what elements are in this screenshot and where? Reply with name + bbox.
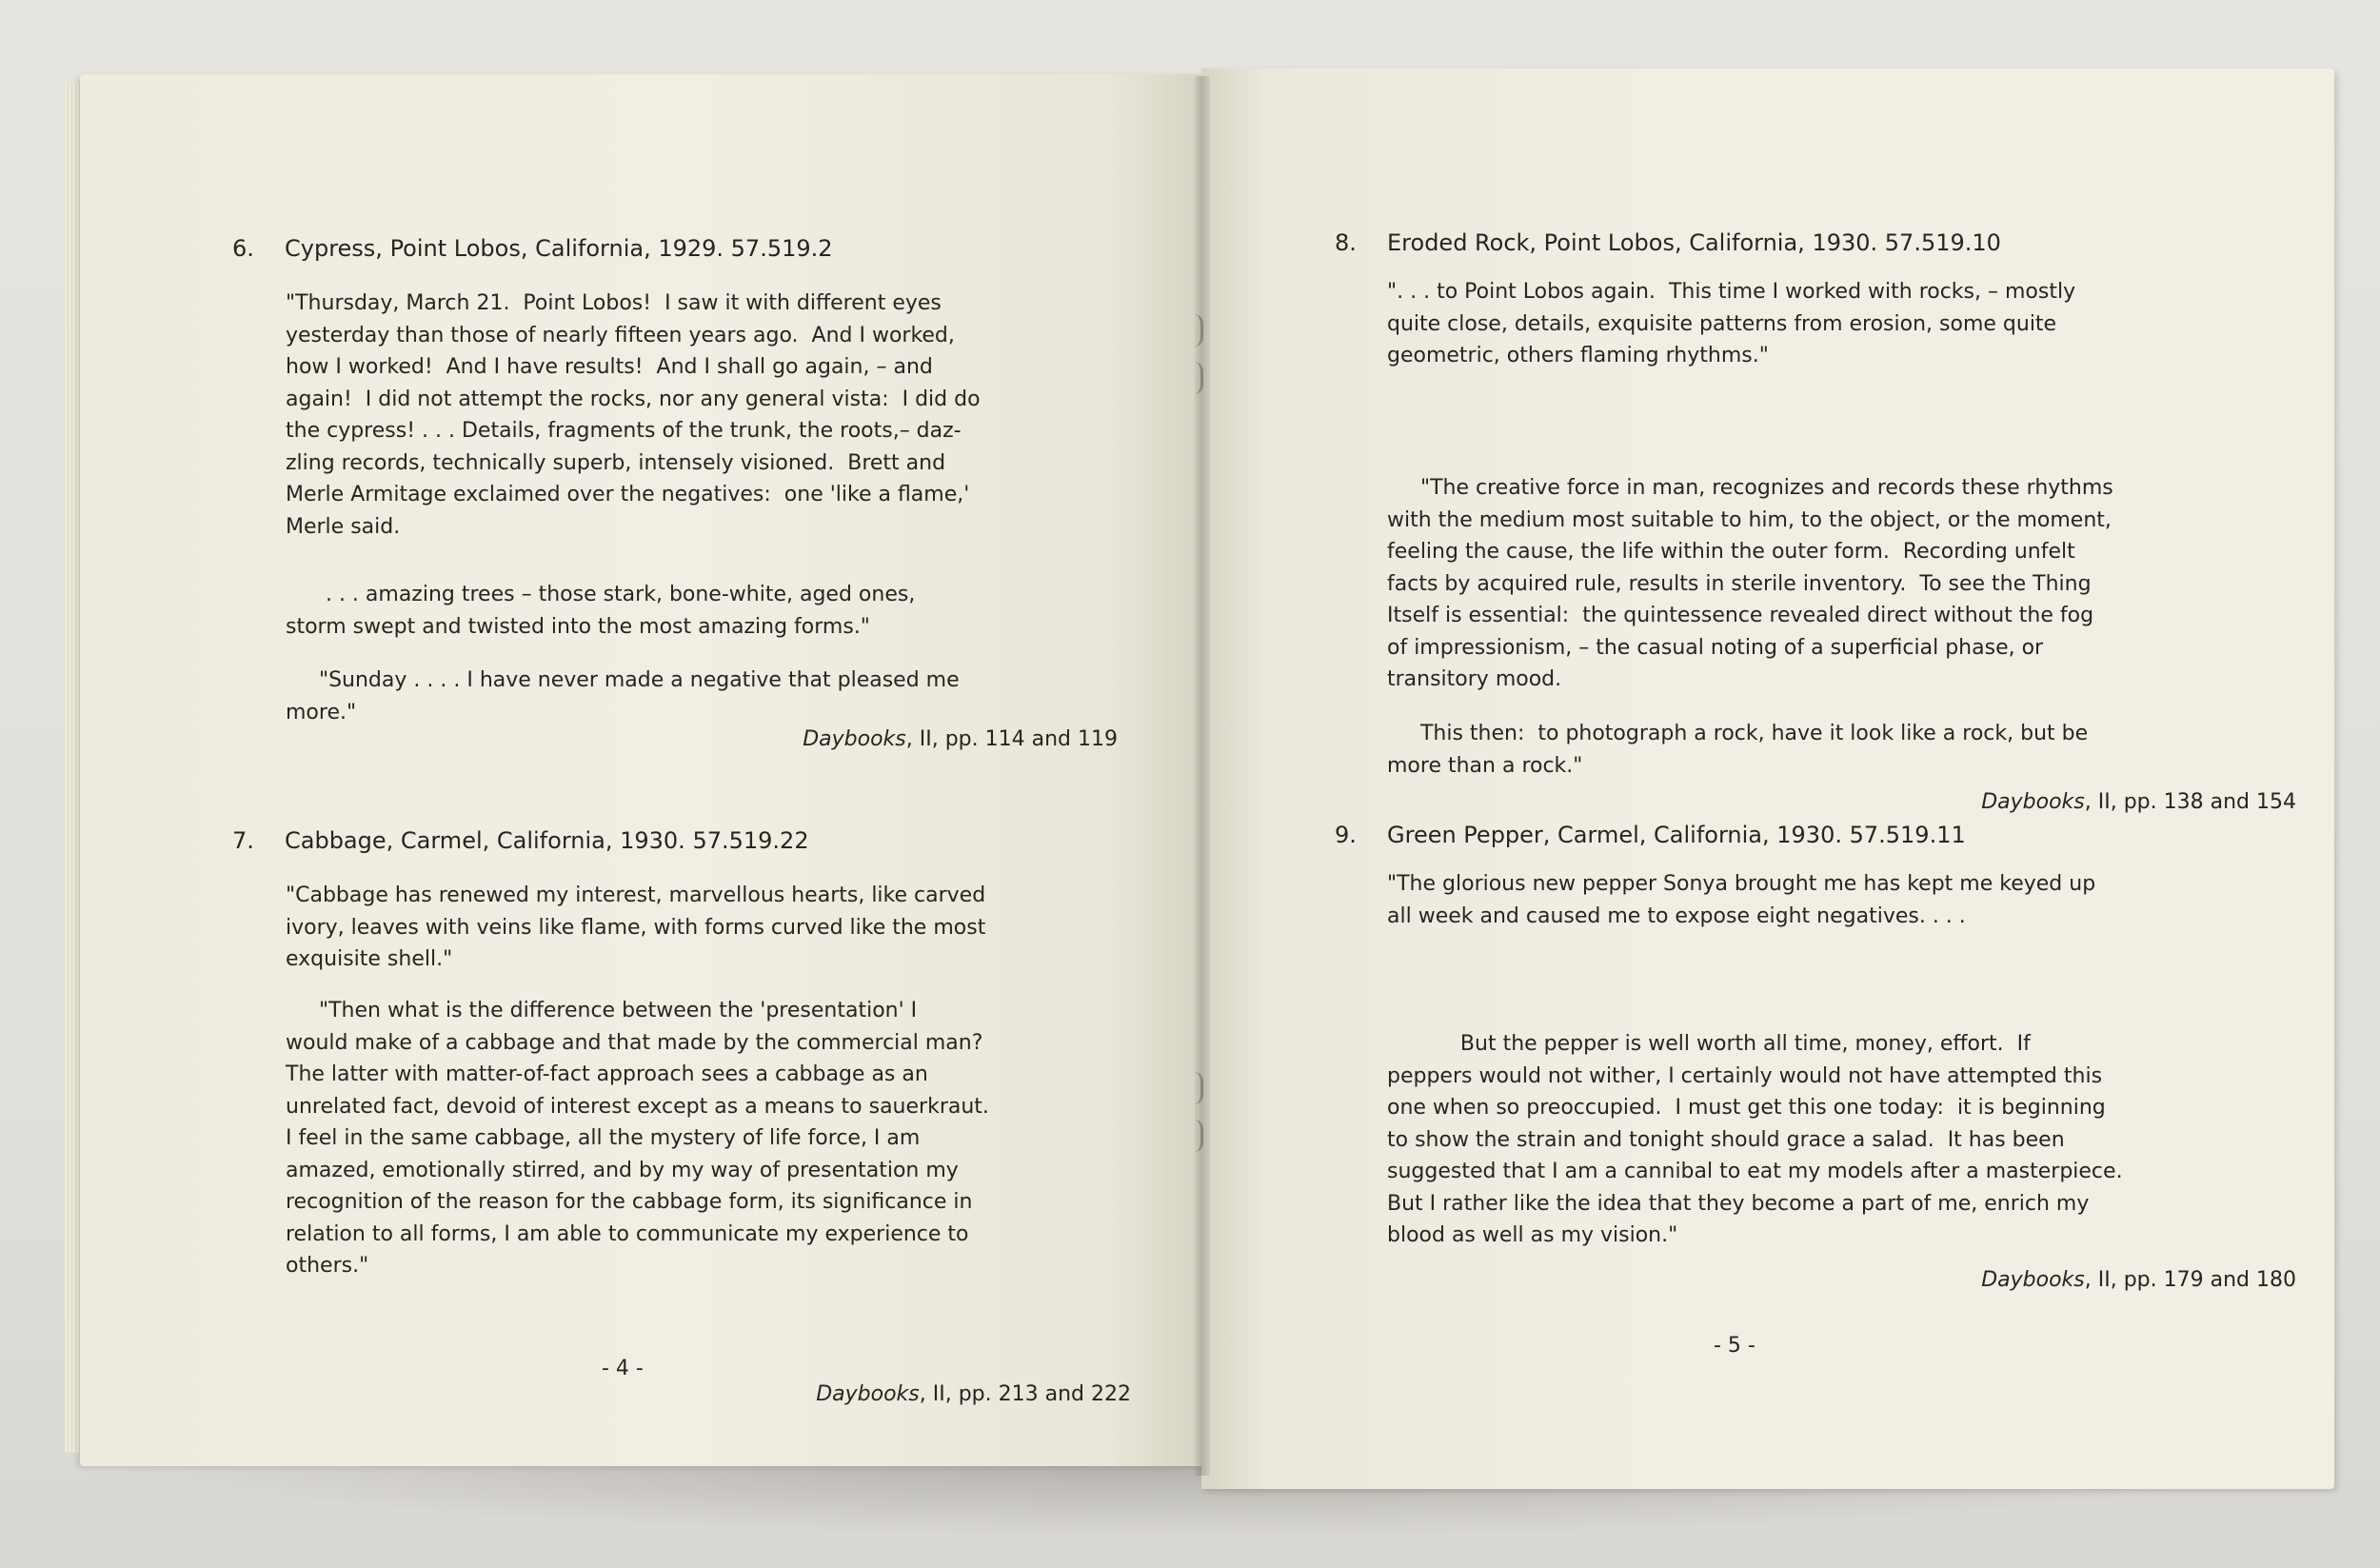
source-book: Daybooks <box>803 727 906 751</box>
staple-mark <box>1194 1120 1203 1152</box>
page-number: - 4 - <box>602 1357 644 1380</box>
quote-paragraph: . . . amazing trees – those stark, bone-white, aged ones, storm swept and twisted into the most amazing forms." <box>286 583 916 639</box>
book-gutter <box>1195 76 1210 1476</box>
quote-paragraph: "Then what is the difference between the 'presentation' I would make of a cabbage and that made by the commercial man? The latter with matter-of-fact approach sees a cabbage as an unrelated fact, devoid of interest except as a means to sauerkraut. I feel in the same cabbage, all the mystery of life force, I am amazed, emotionally stirred, and by my way of presentation my recognition of the reason for the cabbage form, its significance in relation to all forms, I am able to communicate my experience to others." <box>286 999 989 1278</box>
page-number: - 5 - <box>1714 1334 1755 1358</box>
left-page <box>80 74 1201 1466</box>
source-book: Daybooks <box>1981 790 2085 814</box>
source-citation <box>816 1380 1131 1409</box>
source-citation <box>1981 788 2296 817</box>
source-pages: , II, pp. 213 and 222 <box>919 1382 1131 1406</box>
source-book: Daybooks <box>1981 1268 2085 1292</box>
quote-paragraph: "Cabbage has renewed my interest, marvellous hearts, like carved ivory, leaves with veins like flame, with forms curved like the most exquisite shell." <box>286 883 986 971</box>
quote-paragraph: "The glorious new pepper Sonya brought me has kept me keyed up all week and caused me to expose eight negatives. . . . <box>1387 872 2096 928</box>
entry-title: Cypress, Point Lobos, California, 1929. 57.519.2 <box>285 235 833 262</box>
quote-paragraph: This then: to photograph a rock, have it look like a rock, but be more than a rock." <box>1387 722 2089 778</box>
right-page <box>1201 69 2334 1489</box>
quote-paragraph: But the pepper is well worth all time, money, effort. If peppers would not wither, I certainly would not have attempted this one when so preoccupied. I must get this one today: it is beginning to show the strain and tonight should grace a salad. It has been suggested that I am a cannibal to eat my models after a masterpiece. But I rather like the idea that they become a part of me, enrich my blood as well as my vision." <box>1387 1032 2123 1247</box>
quote-paragraph: "The creative force in man, recognizes and records these rhythms with the medium most suitable to him, to the object, or the moment, feeling the cause, the life within the outer form. Recording unfelt facts by acquired rule, results in sterile inventory. To see the Thing Itself is essential: the quintessence revealed direct without the fog of impressionism, – the casual noting of a superficial phase, or transitory mood. <box>1387 476 2113 691</box>
source-citation <box>1981 1266 2296 1295</box>
quote-paragraph: "Thursday, March 21. Point Lobos! I saw it with different eyes yesterday than those of nearly fifteen years ago. And I worked, how I worked! And I have results! And I shall go again, – and again! I did not attempt the rocks, nor any general vista: I did do the cypress! . . . Details, fragments of the trunk, the roots,– daz- zling records, technically superb, intensely visioned. Brett and Merle Armitage exclaimed over the negatives: one 'like a flame,' Merle said. <box>286 291 981 539</box>
source-pages: , II, pp. 114 and 119 <box>905 727 1118 751</box>
entry-number: 7. <box>232 827 254 854</box>
entry-number: 9. <box>1335 822 1357 848</box>
source-pages: , II, pp. 179 and 180 <box>2084 1268 2296 1292</box>
quote-paragraph: ". . . to Point Lobos again. This time I worked with rocks, – mostly quite close, details, exquisite patterns from erosion, some quite geometric, others flaming rhythms." <box>1387 280 2076 367</box>
entry-title: Cabbage, Carmel, California, 1930. 57.519.22 <box>285 827 809 854</box>
staple-mark <box>1194 362 1203 394</box>
source-book: Daybooks <box>816 1382 920 1406</box>
source-citation <box>803 725 1118 754</box>
entry-number: 8. <box>1335 229 1357 256</box>
entry-title: Green Pepper, Carmel, California, 1930. 57.519.11 <box>1387 822 1966 848</box>
entry-number: 6. <box>232 235 254 262</box>
staple-mark <box>1194 1072 1203 1104</box>
source-pages: , II, pp. 138 and 154 <box>2084 790 2296 814</box>
entry-title: Eroded Rock, Point Lobos, California, 1930. 57.519.10 <box>1387 229 2001 256</box>
staple-mark <box>1194 314 1203 347</box>
quote-paragraph: "Sunday . . . . I have never made a negative that pleased me more." <box>286 668 960 724</box>
